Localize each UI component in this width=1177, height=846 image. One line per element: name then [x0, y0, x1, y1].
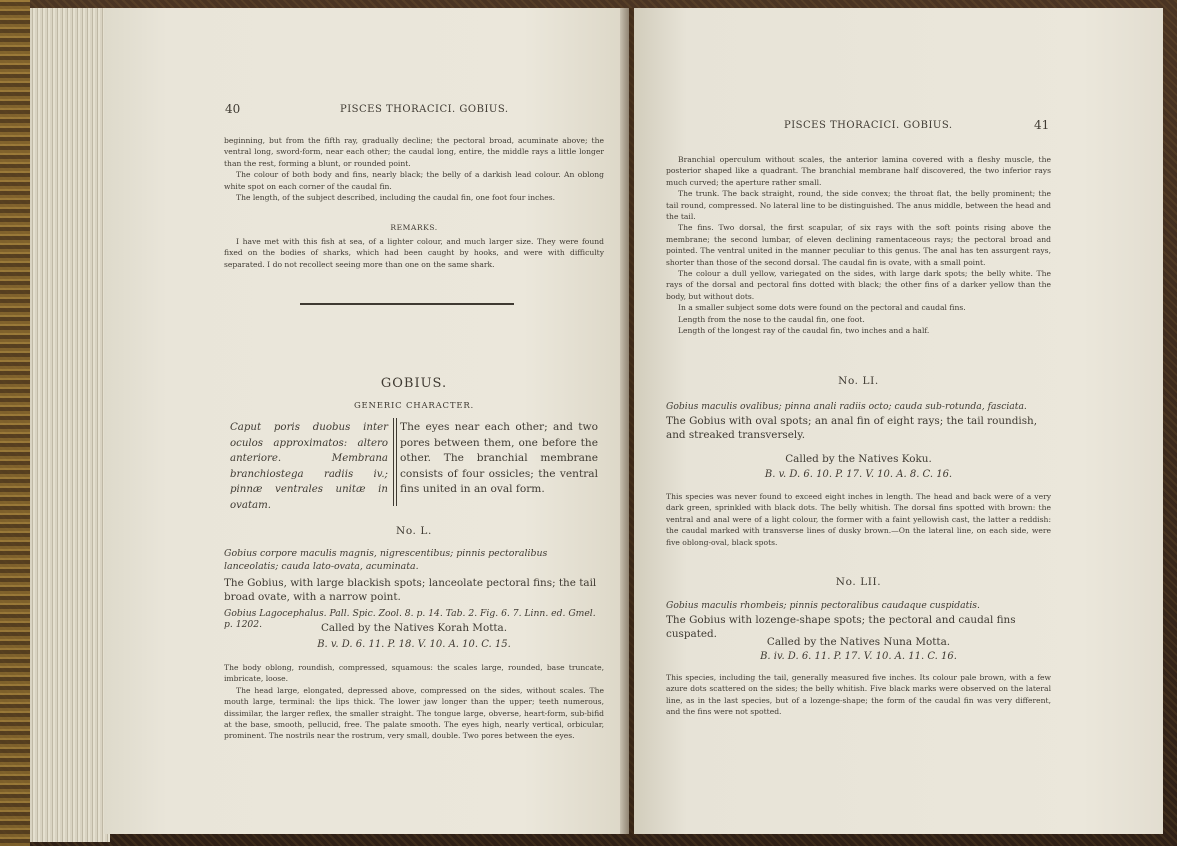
page-number-left: 40: [225, 102, 241, 116]
section-rule: [300, 303, 514, 305]
description-text: [224, 662, 604, 742]
paragraph: Branchial operculum without scales, the anterior lamina covered with a fleshy muscle, the posterior shaped like a quadrant. The branchial membrane half discovered, the two inferior rays much curved; the aperture rather small.: [666, 155, 1051, 187]
left-page: [104, 8, 629, 834]
synonymy: Gobius Lagocephalus. Pall. Spic. Zool. 8. p. 14. Tab. 2. Fig. 6. 7. Linn. ed. Gmel. p. 1202.: [224, 608, 596, 630]
species-number-52: No. LII.: [835, 576, 882, 588]
description-paragraph: The body oblong, roundish, compressed, squamous: the scales large, rounded, base truncate, imbricate, loose.: [224, 663, 604, 684]
english-diagnosis-52: The Gobius with lozenge-shape spots; the pectoral and caudal fins cuspated.: [666, 614, 1016, 640]
english-diagnosis-51: The Gobius with oval spots; an anal fin of eight rays; the tail roundish, and streaked transversely.: [666, 415, 1038, 441]
generic-character-heading: GENERIC CHARACTER.: [353, 401, 475, 411]
paragraph: The fins. Two dorsal, the first scapular, of six rays with the soft points rising above the membrane; the second lumbar, of eleven declining ramentaceous rays; the pectoral broad and pointed. The ventral united in the manner peculiar to this genus. The anal has ten assurgent rays, shorter than those of the second dorsal. The caudal fin is ovate, with a small point.: [666, 223, 1051, 267]
native-name-51: Called by the Natives Koku.: [785, 453, 932, 465]
paragraph: In a smaller subject some dots were found on the pectoral and caudal fins.: [678, 303, 966, 313]
latin-diagnosis-51: Gobius maculis ovalibus; pinna anali radiis octo; cauda sub-rotunda, fasciata.: [666, 401, 1027, 412]
english-generic-character: The eyes near each other; and two pores between them, one before the other. The branchial membrane consists of four ossicles; the ventral fins united in an oval form.: [400, 421, 598, 495]
paragraph: Length from the nose to the caudal fin, one foot.: [678, 314, 865, 324]
intro-paragraph: The colour of both body and fins, nearly black; the belly of a darkish lead colour. An oblong white spot on each corner of the caudal fin.: [224, 170, 604, 191]
fin-formula: B. v. D. 6. 11. P. 18. V. 10. A. 10. C. 15.: [317, 639, 511, 650]
running-head-left: PISCES THORACICI. GOBIUS.: [340, 104, 509, 115]
page-number-right: 41: [1034, 118, 1050, 132]
paragraph: Length of the longest ray of the caudal fin, two inches and a half.: [678, 326, 930, 336]
species-number-51: No. LI.: [838, 375, 879, 387]
intro-text: [224, 135, 604, 203]
description-52: This species, including the tail, generally measured five inches. Its colour pale brown, with a few azure dots scattered on the sides; the belly whitish. Five black marks were observed on the lateral line, as in the last species, but of a lozenge-shape; the form of the caudal fin was very different, and the fins were not spotted.: [666, 673, 1051, 717]
species-number: No. L.: [396, 525, 432, 537]
right-page: [634, 8, 1163, 834]
latin-diagnosis-52: Gobius maculis rhombeis; pinnis pectoralibus caudaque cuspidatis.: [666, 600, 980, 611]
description-paragraph: The head large, elongated, depressed above, compressed on the sides, without scales. The mouth large, terminal: the lips thick. The lower jaw longer than the upper; teeth numerous, dissimilar, the larger reflex, the smaller straight. The tongue large, obverse, heart-form, sub-bifid at the base, smooth, pellucid, free. The palate smooth. The eyes high, nearly vertical, orbicular, prominent. The nostrils near the rostrum, very small, double. Two pores between the eyes.: [224, 685, 604, 741]
native-name: Called by the Natives Korah Motta.: [320, 622, 508, 634]
paragraph: The colour a dull yellow, variegated on the sides, with large dark spots; the belly white. The rays of the dorsal and pectoral fins dotted with black; the other fins of a darker yellow than the body, but without dots.: [666, 269, 1051, 301]
native-name-52: Called by the Natives Nuna Motta.: [766, 636, 951, 648]
column-divider: [393, 418, 397, 506]
english-diagnosis: The Gobius, with large blackish spots; lanceolate pectoral fins; the tail broad ovate, with a narrow point.: [224, 577, 597, 603]
genus-title: GOBIUS.: [380, 376, 448, 391]
page-edges: [30, 8, 110, 842]
latin-diagnosis: Gobius corpore maculis magnis, nigrescentibus; pinnis pectoralibus lanceolatis; cauda lato-ovata, acuminata.: [224, 548, 548, 572]
remarks-text: I have met with this fish at sea, of a lighter colour, and much larger size. They were found fixed on the bodies of sharks, which had been caught by hooks, and were with difficulty separated. I do not recollect seeing more than one on the same shark.: [224, 237, 604, 269]
fin-formula-51: B. v. D. 6. 10. P. 17. V. 10. A. 8. C. 16.: [764, 469, 953, 480]
description-51: This species was never found to exceed eight inches in length. The head and back were of a very dark green, sprinkled with black dots. The belly whitish. The dorsal fins spotted with brown: the ventral and anal were of a light colour, the former with a faint yellowish cast, the latter a reddish: the caudal marked with transverse lines of dusky brown.—On the lateral line, on each side, were five oblong-oval, black spots.: [666, 492, 1051, 547]
gilded-binding-edge: [0, 0, 30, 846]
latin-generic-character: Caput poris duobus inter oculos approximatos: altero anteriore. Membrana branchiostega radiis iv.; pinnæ ventrales unitæ in ovatam.: [230, 422, 388, 511]
continued-description: [666, 154, 1051, 337]
running-head-right: PISCES THORACICI. GOBIUS.: [784, 120, 953, 131]
remarks-heading: REMARKS.: [390, 223, 438, 232]
paragraph: The trunk. The back straight, round, the side convex; the throat flat, the belly prominent; the tail round, compressed. No lateral line to be distinguished. The anus middle, between the head and the tail.: [666, 189, 1051, 222]
fin-formula-52: B. iv. D. 6. 11. P. 17. V. 10. A. 11. C. 16.: [760, 651, 957, 662]
intro-paragraph: beginning, but from the fifth ray, gradually decline; the pectoral broad, acuminate above; the ventral long, sword-form, near each other; the caudal long, entire, the middle rays a little longer than the rest, forming a blunt, or rounded point.: [224, 136, 604, 168]
intro-paragraph: The length, of the subject described, including the caudal fin, one foot four inches.: [236, 193, 556, 203]
